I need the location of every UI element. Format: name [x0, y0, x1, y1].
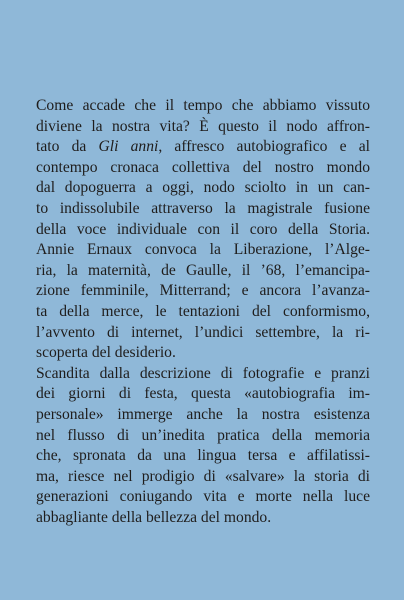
text-segment: scoperta del desiderio.	[36, 344, 176, 362]
blurb-text	[36, 96, 370, 528]
book-title-italic: Gli anni	[98, 138, 159, 156]
text-line	[36, 158, 370, 179]
text-segment: contempo cronaca collettiva del nostro mondo	[36, 158, 370, 176]
text-segment: ta della merce, le tentazioni del conformismo,	[36, 302, 370, 320]
text-segment: dei giorni di festa, questa «autobiografia im-	[36, 385, 370, 403]
text-line	[36, 343, 370, 364]
text-line	[36, 240, 370, 261]
text-segment: abbagliante della bellezza del mondo.	[36, 508, 272, 526]
text-line	[36, 405, 370, 426]
text-segment: generazioni coniugando vita e morte nella luce	[36, 488, 370, 506]
text-segment: Scandita dalla descrizione di fotografie e pranzi	[36, 364, 370, 382]
blurb-paragraph	[36, 96, 370, 364]
text-segment: della voce individuale con il coro della Storia.	[36, 220, 370, 238]
text-segment: Come accade che il tempo che abbiamo vissuto	[36, 97, 370, 114]
text-segment: personale» immerge anche la nostra esistenza	[36, 405, 370, 423]
text-line	[36, 178, 370, 199]
text-segment: diviene la nostra vita? È questo il nodo affron-	[36, 117, 370, 135]
text-line	[36, 261, 370, 282]
text-line	[36, 384, 370, 405]
text-line	[36, 96, 370, 117]
text-line	[36, 220, 370, 241]
text-line	[36, 426, 370, 447]
text-segment: ma, riesce nel prodigio di «salvare» la storia di	[36, 467, 370, 485]
text-line	[36, 302, 370, 323]
text-segment: , affresco autobiografico e al	[158, 138, 370, 156]
text-line	[36, 446, 370, 467]
text-segment: nel flusso di un’inedita pratica della memoria	[36, 426, 370, 444]
text-segment: to indissolubile attraverso la magistrale fusione	[36, 199, 370, 217]
text-segment: Annie Ernaux convoca la Liberazione, l’Alge-	[36, 241, 370, 259]
text-line	[36, 364, 370, 385]
text-line	[36, 487, 370, 508]
text-line	[36, 117, 370, 138]
blurb-paragraph	[36, 364, 370, 529]
text-segment: ria, la maternità, de Gaulle, il ’68, l’emancipa-	[36, 261, 370, 279]
text-line	[36, 508, 370, 529]
text-segment: zione femminile, Mitterrand; e ancora l’avanza-	[36, 282, 370, 300]
text-line	[36, 323, 370, 344]
text-line	[36, 281, 370, 302]
text-segment: dal dopoguerra a oggi, nodo sciolto in un can-	[36, 179, 370, 197]
text-segment: che, spronata da una lingua tersa e affilatissi-	[36, 447, 370, 465]
text-segment: tato da	[36, 138, 99, 156]
text-line	[36, 467, 370, 488]
text-line	[36, 199, 370, 220]
text-segment: l’avvento di internet, l’undici settembre, la ri-	[36, 323, 370, 341]
text-line	[36, 137, 370, 158]
